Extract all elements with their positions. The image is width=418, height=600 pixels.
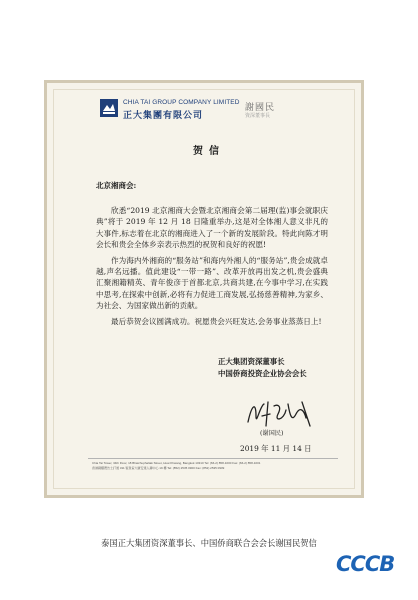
letter-paragraph: 最后恭贺会议圆满成功。祝愿贵会兴旺发达,会务事业蒸蒸日上! xyxy=(111,316,322,326)
signer-title-line-2: 中国侨商投资企业协会会长 xyxy=(218,369,307,378)
letter-paragraph: 作为海内外湘商的“服务站”和海内外湘人的“服务站”,贵会成就卓越,声名远播。值此建设“一带一路”、改革开放再出发之机,贵会盛典汇聚湘籍精英、青年俊彦于首都北京,共商共建,在今事中学习,在实践中思考,在探索中创新,必将有力促进工商发展,弘扬慈善精神,为家乡、为社会、为国家做出新的贡献。 xyxy=(96,255,328,311)
handwritten-signature xyxy=(244,396,314,432)
footer-address-2: 香港銅鑼灣告士打道 311 號皇室大廈安達人壽中心 19 樓 Tel: (852) 2535 0900 Fax: (852) 2535 0909 xyxy=(92,466,225,470)
letter-date: 2019 年 11 月 14 日 xyxy=(240,444,312,453)
footer-address-1: Chia Tai Tower, 34th Floor, 18 Bhaichuphaltak Street, Huai Khwang, Bangkok 10310 Tel: (66-2) 858-1000 Fax: (66-2) 858-1001 xyxy=(92,461,261,465)
company-name-cn: 正大集團有限公司 xyxy=(123,110,204,120)
company-name-en: CHIA TAI GROUP COMPANY LIMITED xyxy=(123,99,240,106)
signer-name: (谢国民) xyxy=(260,430,284,437)
chia-tai-logo xyxy=(100,99,118,117)
signer-title-line-1: 正大集团资深董事长 xyxy=(218,357,285,366)
letterhead xyxy=(100,99,330,119)
letterhead-person-title: 資深董事長 xyxy=(245,113,271,119)
letter-body xyxy=(96,205,328,331)
signature-block xyxy=(218,356,307,380)
letter-heading: 贺信 xyxy=(193,146,225,157)
cccb-watermark-logo: CCCB xyxy=(336,552,395,576)
letter-salutation: 北京湘商会: xyxy=(96,181,137,190)
letterhead-person-name: 謝國民 xyxy=(245,103,276,113)
letter-paragraph: 欣悉“2019 北京湘商大会暨北京湘商会第二届理(监)事会就职庆典”将于 2019 年 12 月 18 日隆重举办,这是对全体湘人意义非凡的大事件,标志着在北京的湘商进入了一个新的发展阶段。特此向陈才明会长和贵会全体乡亲表示热烈的祝贺和良好的祝愿! xyxy=(96,206,328,250)
footer-divider xyxy=(88,458,338,459)
image-caption: 泰国正大集团资深董事长、中国侨商联合会会长谢国民贺信 xyxy=(101,538,317,548)
